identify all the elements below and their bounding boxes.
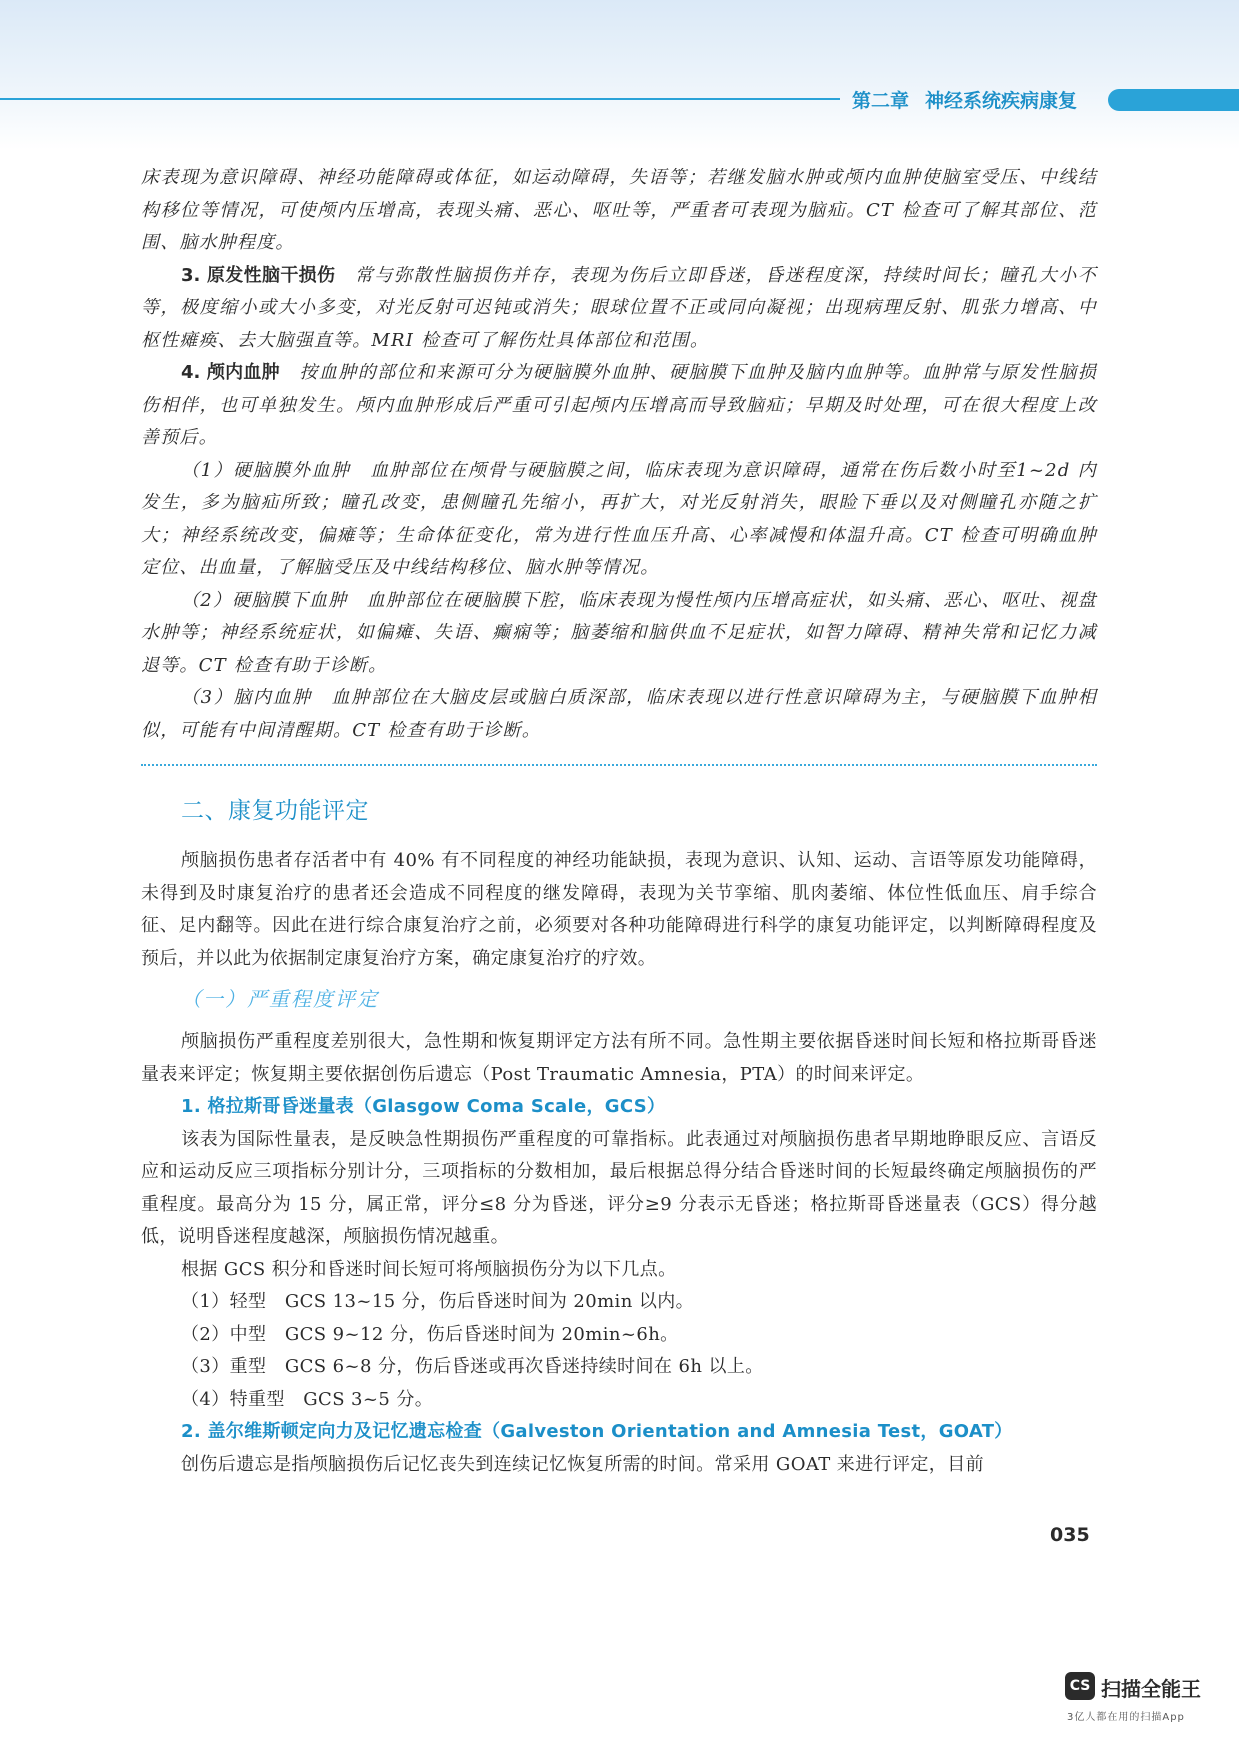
scanner-logo-icon: CS: [1065, 1672, 1095, 1700]
gcs-description: 该表为国际性量表，是反映急性期损伤严重程度的可靠指标。此表通过对颅脑损伤患者早期地睁眼反应、言语反应和运动反应三项指标分别计分，三项指标的分数相加，最后根据总得分结合昏迷时间的长短最终确定颅脑损伤的严重程度。最高分为 15 分，属正常，评分≤8 分为昏迷，评分≥9 分表示无昏迷；格拉斯哥昏迷量表（GCS）得分越低，说明昏迷程度越深，颅脑损伤情况越重。: [141, 1128, 1097, 1247]
running-head: [852, 86, 1077, 113]
item-body: 常与弥散性脑损伤并存，表现为伤后立即昏迷，昏迷程度深，持续时间长；瞳孔大小不等，极度缩小或大小多变，对光反射可迟钝或消失；眼球位置不正或同向凝视；出现病理反射、肌张力增高、中枢性瘫痪、去大脑强直等。MRI 检查可了解伤灶具体部位和范围。: [141, 264, 1097, 351]
section-intro: 颅脑损伤患者存活者中有 40% 有不同程度的神经功能缺损，表现为意识、认知、运动、言语等原发功能障碍，未得到及时康复治疗的患者还会造成不同程度的继发障碍，表现为关节挛缩、肌肉萎缩、体位性低血压、肩手综合征、足内翻等。因此在进行综合康复治疗之前，必须要对各种功能障碍进行科学的康复功能评定，以判断障碍程度及预后，并以此为依据制定康复治疗方案，确定康复治疗的疗效。: [141, 850, 1097, 969]
item-heading: 4. 颅内血肿: [181, 362, 280, 383]
goat-heading: 2. 盖尔维斯顿定向力及记忆遗忘检查（Galveston Orientation and Amnesia Test，GOAT）: [181, 1421, 1013, 1442]
chapter-tab-marker: [1108, 89, 1239, 111]
item-body: 按血肿的部位和来源可分为硬脑膜外血肿、硬脑膜下血肿及脑内血肿等。血肿常与原发性脑损伤相伴，也可单独发生。颅内血肿形成后严重可引起颅内压增高而导致脑疝；早期及时处理，可在很大程度上改善预后。: [141, 362, 1097, 448]
page-body: [141, 162, 1097, 1481]
gcs-level-mild: （1）轻型 GCS 13~15 分，伤后昏迷时间为 20min 以内。: [181, 1291, 695, 1312]
scanner-app-name: 扫描全能王: [1101, 1677, 1201, 1701]
section-title: 二、康复功能评定: [181, 798, 369, 824]
page-header-band: [0, 0, 1239, 150]
scanner-watermark: [1065, 1672, 1215, 1732]
gcs-heading: 1. 格拉斯哥昏迷量表（Glasgow Coma Scale，GCS）: [181, 1096, 666, 1117]
header-rule: [0, 98, 840, 100]
gcs-level-moderate: （2）中型 GCS 9~12 分，伤后昏迷时间为 20min~6h。: [181, 1323, 679, 1345]
goat-description: 创伤后遗忘是指颅脑损伤后记忆丧失到连续记忆恢复所需的时间。常采用 GOAT 来进行评定，目前: [181, 1453, 984, 1475]
item-heading: 3. 原发性脑干损伤: [181, 264, 336, 286]
hematoma-intracerebral: （3）脑内血肿 血肿部位在大脑皮层或脑白质深部，临床表现以进行性意识障碍为主，与硬脑膜下血肿相似，可能有中间清醒期。CT 检查有助于诊断。: [141, 687, 1097, 741]
item-intracranial-hematoma: [141, 357, 1097, 455]
chapter-label: 第二章: [852, 90, 910, 112]
section-divider: [141, 764, 1097, 766]
item-brainstem-injury: [141, 260, 1097, 358]
severity-intro: 颅脑损伤严重程度差别很大，急性期和恢复期评定方法有所不同。急性期主要依据昏迷时间长短和格拉斯哥昏迷量表来评定；恢复期主要依据创伤后遗忘（Post Traumatic Amnesia，PTA）的时间来评定。: [141, 1031, 1097, 1085]
hematoma-subdural: （2）硬脑膜下血肿 血肿部位在硬脑膜下腔，临床表现为慢性颅内压增高症状，如头痛、恶心、呕吐、视盘水肿等；神经系统症状，如偏瘫、失语、癫痫等；脑萎缩和脑供血不足症状，如智力障碍、精神失常和记忆力减退等。CT 检查有助于诊断。: [141, 589, 1097, 676]
gcs-level-critical: （4）特重型 GCS 3~5 分。: [181, 1388, 434, 1410]
hematoma-epidural: （1）硬脑膜外血肿 血肿部位在颅骨与硬脑膜之间，临床表现为意识障碍，通常在伤后数小时至1~2d 内发生，多为脑疝所致；瞳孔改变，患侧瞳孔先缩小，再扩大，对光反射消失，眼睑下垂以及对侧瞳孔亦随之扩大；神经系统改变，偏瘫等；生命体征变化，常为进行性血压升高、心率减慢和体温升高。CT 检查可明确血肿定位、出血量，了解脑受压及中线结构移位、脑水肿等情况。: [141, 459, 1097, 578]
subsection-title: （一）严重程度评定: [181, 987, 379, 1011]
paragraph-continued: 床表现为意识障碍、神经功能障碍或体征，如运动障碍，失语等；若继发脑水肿或颅内血肿使脑室受压、中线结构移位等情况，可使颅内压增高，表现头痛、恶心、呕吐等，严重者可表现为脑疝。CT 检查可了解其部位、范围、脑水肿程度。: [141, 167, 1097, 253]
gcs-lead: 根据 GCS 积分和昏迷时间长短可将颅脑损伤分为以下几点。: [181, 1258, 677, 1280]
chapter-title: 神经系统疾病康复: [925, 90, 1078, 112]
scanner-tagline: 3亿人都在用的扫描App: [1067, 1712, 1185, 1723]
gcs-level-severe: （3）重型 GCS 6~8 分，伤后昏迷或再次昏迷持续时间在 6h 以上。: [181, 1356, 764, 1377]
page-number: 035: [1050, 1524, 1090, 1546]
